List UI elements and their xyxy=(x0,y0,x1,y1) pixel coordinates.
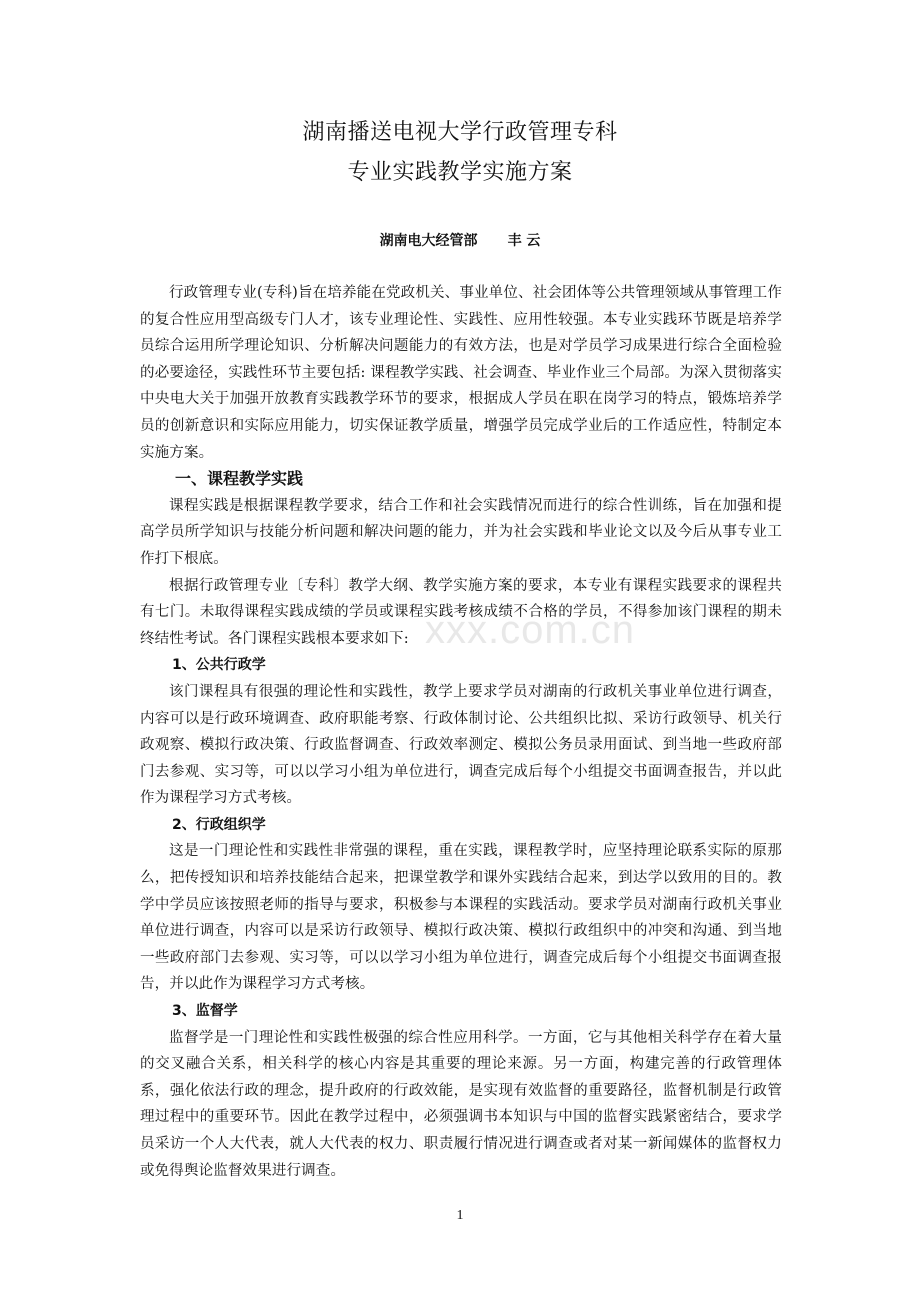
author-name: 丰 云 xyxy=(507,233,541,249)
subsection2-paragraph: 这是一门理论性和实践性非常强的课程，重在实践，课程教学时，应坚持理论联系实际的原那么，把传授知识和培养技能结合起来，把课堂教学和课外实践结合起来，到达学以致用的目的。教学中学员应该按照老师的指导与要求，积极参与本课程的实践活动。要求学员对湖南行政机关事业单位进行调查，内容可以是采访行政领导、模拟行政决策、模拟行政组织中的冲突和沟通、到当地一些政府部门去参观、实习等，可以以学习小组为单位进行，调查完成后每个小组提交书面调查报告，并以此作为课程学习方式考核。 xyxy=(140,843,782,993)
section1-paragraph1: 课程实践是根据课程教学要求，结合工作和社会实践情况而进行的综合性训练，旨在加强和提高学员所学知识与技能分析问题和解决问题的能力，并为社会实践和毕业论文以及今后从事专业工作打下根底。 xyxy=(140,497,782,567)
document-body xyxy=(140,280,782,1184)
section1-paragraph2: 根据行政管理专业〔专科〕教学大纲、教学实施方案的要求，本专业有课程实践要求的课程共有七门。未取得课程实践成绩的学员或课程实践考核成绩不合格的学员，不得参加该门课程的期未终结性考试。各门课程实践根本要求如下: xyxy=(140,577,782,647)
author-org: 湖南电大经管部 xyxy=(379,233,478,249)
subsection1-paragraph: 该门课程具有很强的理论性和实践性，教学上要求学员对湖南的行政机关事业单位进行调查，内容可以是行政环境调查、政府职能考察、行政体制讨论、公共组织比拟、采访行政领导、机关行政观察、模拟行政决策、行政监督调查、行政效率测定、模拟公务员录用面试、到当地一些政府部门去参观、实习等，可以以学习小组为单位进行，调查完成后每个小组提交书面调查报告，并以此作为课程学习方式考核。 xyxy=(140,683,782,807)
subsection3-paragraph: 监督学是一门理论性和实践性极强的综合性应用科学。一方面，它与其他相关科学存在着大量的交叉融合关系，相关科学的核心内容是其重要的理论来源。另一方面，构建完善的行政管理体系，强化依法行政的理念，提升政府的行政效能，是实现有效监督的重要路径，监督机制是行政管理过程中的重要环节。因此在教学过程中，必须强调书本知识与中国的监督实践紧密结合，要求学员采访一个人大代表，就人大代表的权力、职责履行情况进行调查或者对某一新闻媒体的监督权力或免得舆论监督效果进行调查。 xyxy=(140,1029,782,1179)
subsection1-heading: 1、公共行政学 xyxy=(172,657,266,674)
intro-paragraph: 行政管理专业(专科)旨在培养能在党政机关、事业单位、社会团体等公共管理领域从事管理工作的复合性应用型高级专门人才，该专业理论性、实践性、应用性较强。本专业实践环节既是培养学员综合运用所学理论知识、分析解决问题能力的有效方法，也是对学员学习成果进行综合全面检验的必要途径，实践性环节主要包括: 课程教学实践、社会调查、毕业作业三个局部。为深入贯彻落实中央电大关于加强开放教育实践教学环节的要求，根据成人学员在职在岗学习的特点，锻炼培养学员的创新意识和实际应用能力，切实保证教学质量，增强学员完成学业后的工作适应性，特制定本实施方案。 xyxy=(140,285,782,461)
document-title-line1: 湖南播送电视大学行政管理专科 xyxy=(302,120,618,145)
page-number: 1 xyxy=(456,1208,464,1223)
subsection2-heading: 2、行政组织学 xyxy=(172,816,266,833)
watermark: xxx.com.cn xyxy=(425,608,636,652)
author-line xyxy=(0,230,920,250)
subsection3-heading: 3、监督学 xyxy=(172,1003,238,1020)
section1-heading: 一、课程教学实践 xyxy=(175,469,304,489)
document-title-line2: 专业实践教学实施方案 xyxy=(347,160,573,185)
